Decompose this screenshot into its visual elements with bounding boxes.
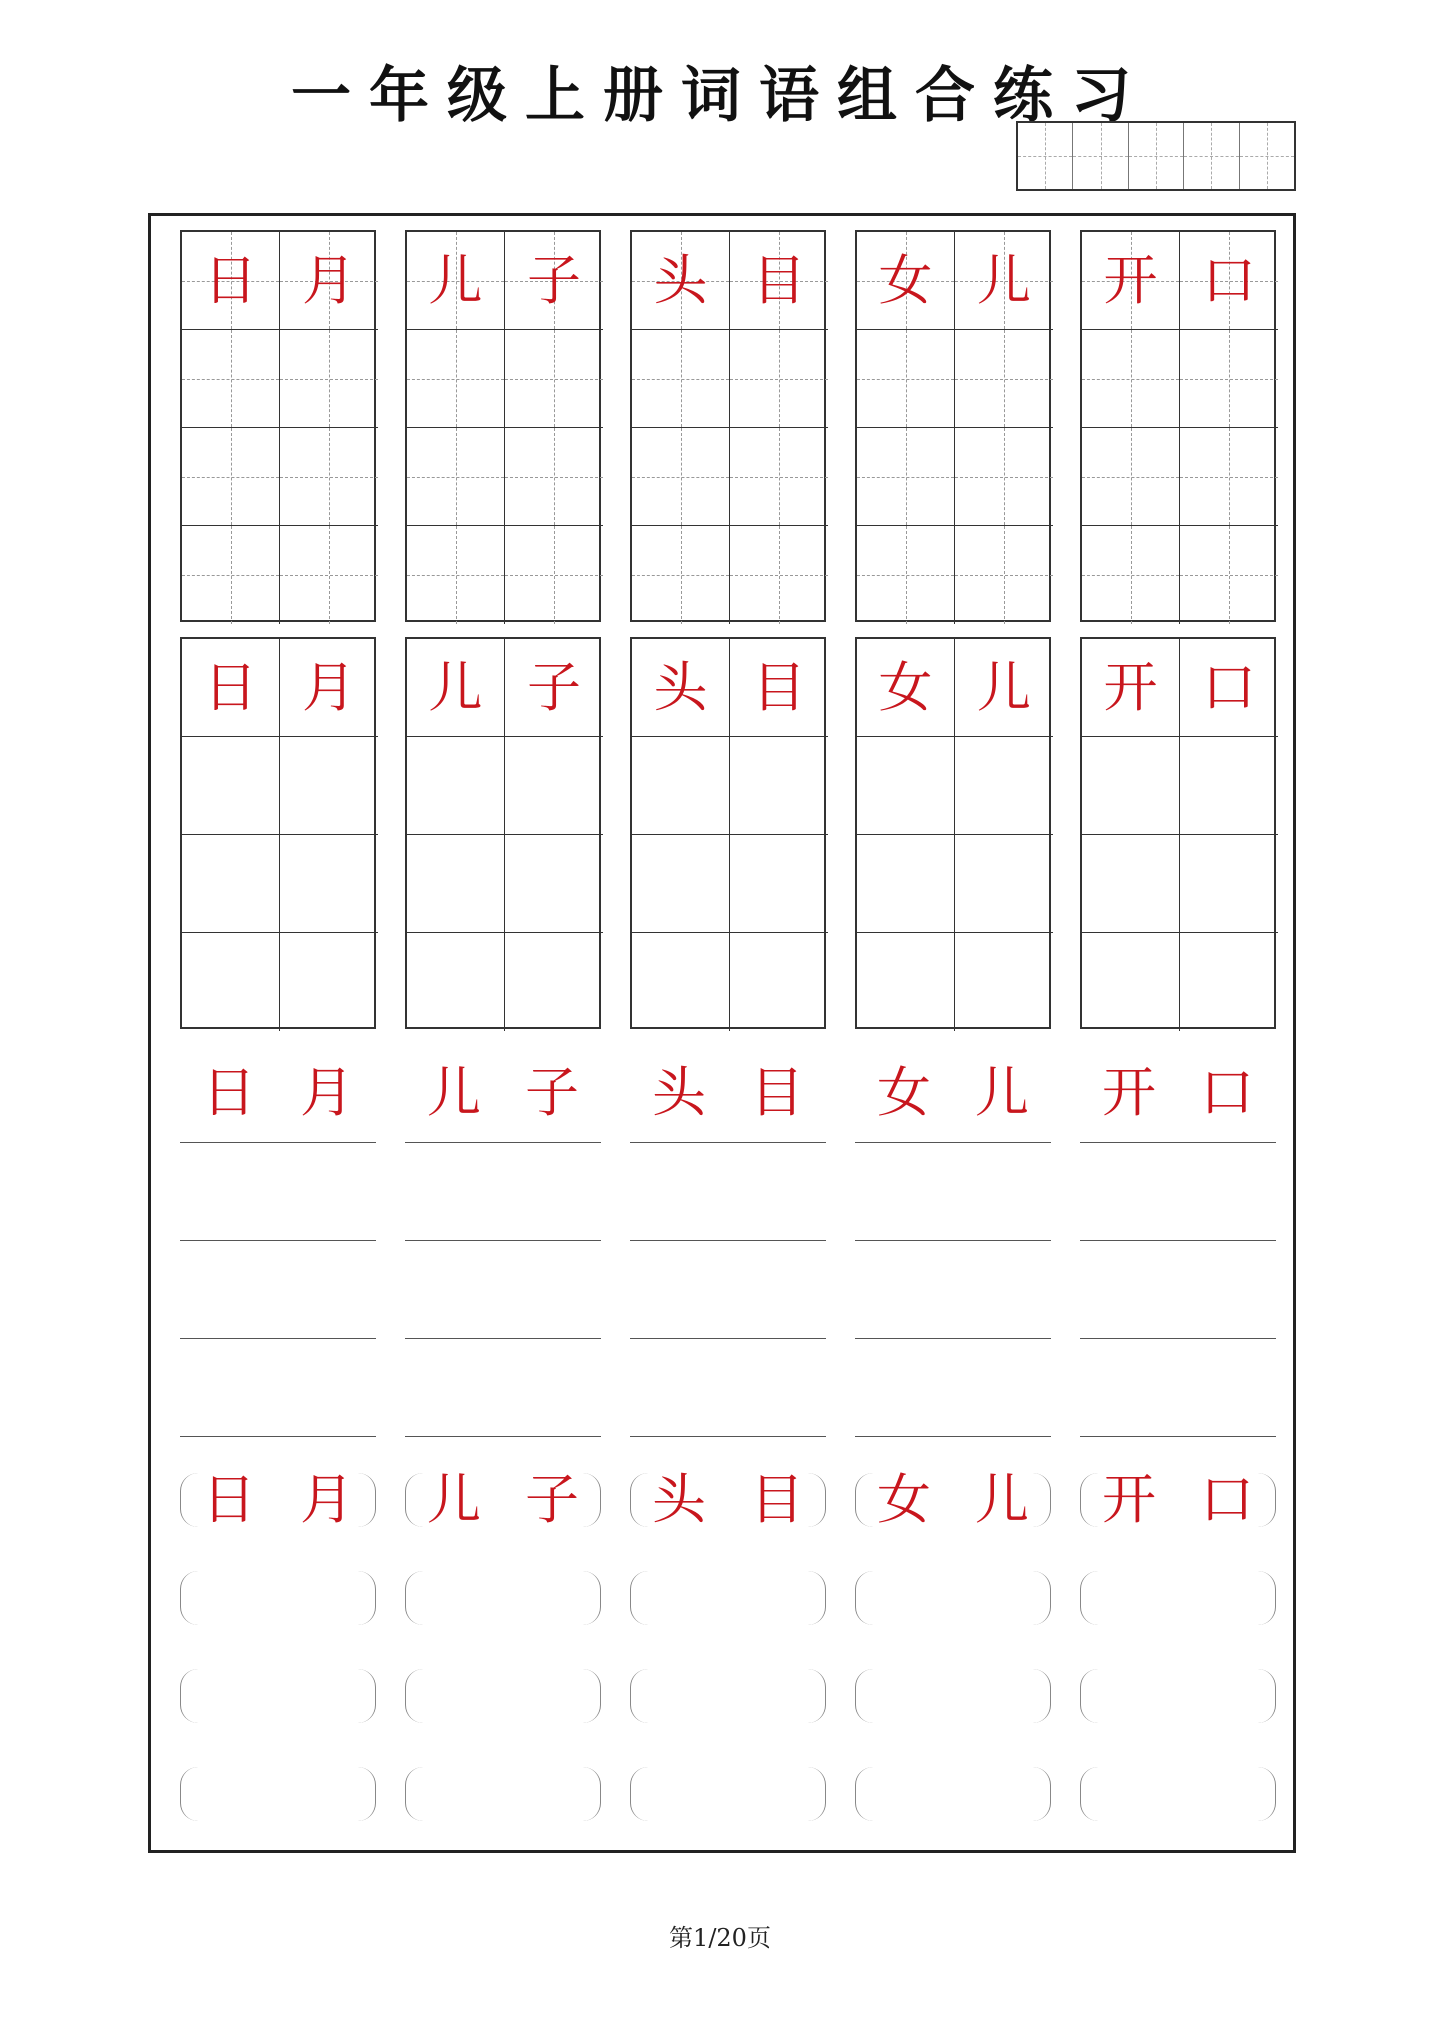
example-parentheses [1080,1451,1276,1549]
example-cell [955,232,1053,330]
example-character: 目 [752,655,806,719]
example-character: 头 [652,1468,706,1531]
example-parentheses [630,1451,826,1549]
example-character: 子 [525,1468,579,1531]
close-parenthesis [583,1669,601,1723]
writing-cell[interactable] [1180,835,1278,933]
example-line [630,1044,826,1143]
writing-parentheses[interactable] [180,1549,376,1647]
example-character: 头 [652,1061,706,1124]
writing-line[interactable] [180,1338,376,1437]
score-box[interactable] [1184,123,1239,189]
close-parenthesis [358,1767,376,1821]
writing-cell[interactable] [1180,428,1278,526]
example-cell [182,639,280,737]
writing-cell[interactable] [857,428,955,526]
example-characters [180,1451,376,1549]
writing-cell[interactable] [632,737,730,835]
open-parenthesis [180,1669,198,1723]
page-number: 第1/20页 [669,1924,771,1952]
tianzige-grid-block [855,230,1051,622]
writing-cell[interactable] [1082,933,1180,1031]
open-parenthesis [1080,1571,1098,1625]
writing-cell[interactable] [955,933,1053,1031]
example-character: 儿 [977,248,1031,312]
writing-cell[interactable] [632,428,730,526]
writing-cell[interactable] [182,428,280,526]
close-parenthesis [1258,1571,1276,1625]
example-characters [855,1451,1051,1549]
open-parenthesis [405,1669,423,1723]
writing-cell[interactable] [730,737,828,835]
example-cell [1082,232,1180,330]
writing-cell[interactable] [280,330,378,428]
writing-line[interactable] [1080,1338,1276,1437]
writing-parentheses[interactable] [1080,1647,1276,1745]
underline-block [180,1044,376,1436]
example-character: 儿 [975,1468,1029,1531]
example-character: 口 [1200,1061,1254,1124]
writing-cell[interactable] [857,330,955,428]
example-character: 子 [527,655,581,719]
close-parenthesis [1258,1767,1276,1821]
score-box[interactable] [1018,123,1073,189]
open-parenthesis [180,1571,198,1625]
open-parenthesis [1080,1669,1098,1723]
writing-cell[interactable] [857,835,955,933]
writing-cell[interactable] [280,428,378,526]
example-cell [407,232,505,330]
example-character: 儿 [977,655,1031,719]
square-grid-block [855,637,1051,1029]
close-parenthesis [1033,1669,1051,1723]
writing-cell[interactable] [955,330,1053,428]
writing-cell[interactable] [182,737,280,835]
close-parenthesis [1033,1571,1051,1625]
writing-parentheses[interactable] [630,1647,826,1745]
writing-cell[interactable] [1180,330,1278,428]
example-character: 月 [302,655,356,719]
example-parentheses [405,1451,601,1549]
writing-cell[interactable] [182,526,280,624]
writing-cell[interactable] [632,526,730,624]
example-character: 开 [1103,248,1158,312]
example-character: 日 [203,655,258,719]
close-parenthesis [1033,1767,1051,1821]
example-cell [1180,639,1278,737]
writing-cell[interactable] [280,737,378,835]
writing-cell[interactable] [857,526,955,624]
open-parenthesis [630,1669,648,1723]
score-box[interactable] [1240,123,1294,189]
writing-cell[interactable] [1180,737,1278,835]
writing-parentheses[interactable] [855,1549,1051,1647]
writing-line[interactable] [180,1142,376,1241]
underline-block [405,1044,601,1436]
writing-cell[interactable] [857,737,955,835]
example-cell [505,639,603,737]
writing-cell[interactable] [407,526,505,624]
writing-cell[interactable] [505,737,603,835]
writing-parentheses[interactable] [855,1745,1051,1843]
writing-cell[interactable] [182,330,280,428]
open-parenthesis [630,1767,648,1821]
example-character: 儿 [428,655,483,719]
example-character: 月 [300,1061,354,1124]
example-character: 女 [878,248,933,312]
writing-cell[interactable] [1082,330,1180,428]
writing-cell[interactable] [730,933,828,1031]
example-line [855,1044,1051,1143]
example-character: 月 [302,248,356,312]
writing-line[interactable] [405,1338,601,1437]
example-cell [280,639,378,737]
tianzige-grid-block [180,230,376,622]
close-parenthesis [1258,1669,1276,1723]
open-parenthesis [630,1571,648,1625]
writing-cell[interactable] [407,835,505,933]
writing-parentheses[interactable] [405,1745,601,1843]
open-parenthesis [180,1767,198,1821]
open-parenthesis [855,1571,873,1625]
example-character: 日 [203,248,258,312]
writing-cell[interactable] [730,526,828,624]
writing-parentheses[interactable] [630,1745,826,1843]
example-cell [632,232,730,330]
example-character: 女 [877,1061,931,1124]
writing-cell[interactable] [407,428,505,526]
close-parenthesis [358,1571,376,1625]
example-cell [182,232,280,330]
example-characters [405,1451,601,1549]
score-boxes [1016,121,1296,191]
writing-parentheses[interactable] [180,1745,376,1843]
example-character: 日 [202,1468,256,1531]
example-character: 头 [653,655,708,719]
writing-parentheses[interactable] [405,1647,601,1745]
writing-cell[interactable] [955,428,1053,526]
example-character: 目 [752,248,806,312]
tianzige-grid-block [1080,230,1276,622]
writing-cell[interactable] [730,835,828,933]
example-character: 开 [1102,1061,1156,1124]
writing-line[interactable] [855,1142,1051,1241]
close-parenthesis [358,1669,376,1723]
underline-block [1080,1044,1276,1436]
example-cell [857,232,955,330]
writing-cell[interactable] [505,428,603,526]
writing-cell[interactable] [182,933,280,1031]
writing-cell[interactable] [1180,933,1278,1031]
page-title: 一年级上册词语组合练习 [291,61,1149,131]
open-parenthesis [1080,1767,1098,1821]
example-character: 子 [527,248,581,312]
example-cell [505,232,603,330]
close-parenthesis [808,1767,826,1821]
writing-cell[interactable] [1180,526,1278,624]
example-character: 口 [1202,248,1256,312]
writing-cell[interactable] [955,526,1053,624]
example-character: 儿 [427,1468,481,1531]
example-cell [730,232,828,330]
example-characters [630,1451,826,1549]
writing-cell[interactable] [730,428,828,526]
example-character: 口 [1202,655,1256,719]
writing-line[interactable] [630,1142,826,1241]
close-parenthesis [583,1571,601,1625]
writing-line[interactable] [405,1240,601,1339]
writing-cell[interactable] [407,933,505,1031]
writing-line[interactable] [630,1338,826,1437]
writing-parentheses[interactable] [855,1647,1051,1745]
example-characters [1080,1451,1276,1549]
writing-cell[interactable] [857,933,955,1031]
example-character: 口 [1200,1468,1254,1531]
writing-parentheses[interactable] [180,1647,376,1745]
example-character: 目 [750,1468,804,1531]
writing-cell[interactable] [407,330,505,428]
example-character: 目 [750,1061,804,1124]
writing-line[interactable] [630,1240,826,1339]
example-character: 女 [877,1468,931,1531]
underline-block [630,1044,826,1436]
writing-cell[interactable] [505,933,603,1031]
close-parenthesis [808,1669,826,1723]
writing-cell[interactable] [1082,737,1180,835]
square-grid-block [630,637,826,1029]
score-box[interactable] [1129,123,1184,189]
close-parenthesis [583,1767,601,1821]
writing-line[interactable] [1080,1240,1276,1339]
example-character: 日 [202,1061,256,1124]
writing-cell[interactable] [632,330,730,428]
writing-parentheses[interactable] [405,1549,601,1647]
example-character: 开 [1103,655,1158,719]
writing-cell[interactable] [280,933,378,1031]
example-parentheses [180,1451,376,1549]
example-character: 开 [1102,1468,1156,1531]
example-cell [632,639,730,737]
example-character: 子 [525,1061,579,1124]
example-cell [955,639,1053,737]
example-cell [1180,232,1278,330]
example-parentheses [855,1451,1051,1549]
writing-parentheses[interactable] [1080,1549,1276,1647]
writing-line[interactable] [855,1240,1051,1339]
writing-cell[interactable] [280,526,378,624]
open-parenthesis [405,1571,423,1625]
writing-cell[interactable] [1082,835,1180,933]
underline-block [855,1044,1051,1436]
writing-cell[interactable] [280,835,378,933]
writing-cell[interactable] [955,737,1053,835]
writing-cell[interactable] [505,330,603,428]
writing-line[interactable] [405,1142,601,1241]
square-grid-block [180,637,376,1029]
writing-cell[interactable] [730,330,828,428]
example-cell [280,232,378,330]
example-character: 儿 [427,1061,481,1124]
writing-cell[interactable] [632,835,730,933]
tianzige-grid-block [630,230,826,622]
example-cell [730,639,828,737]
open-parenthesis [855,1669,873,1723]
writing-parentheses[interactable] [1080,1745,1276,1843]
example-character: 头 [653,248,708,312]
open-parenthesis [855,1767,873,1821]
example-cell [407,639,505,737]
writing-cell[interactable] [182,835,280,933]
writing-cell[interactable] [505,526,603,624]
writing-line[interactable] [1080,1142,1276,1241]
writing-cell[interactable] [505,835,603,933]
writing-line[interactable] [855,1338,1051,1437]
example-line [405,1044,601,1143]
writing-cell[interactable] [1082,428,1180,526]
writing-cell[interactable] [1082,526,1180,624]
example-character: 儿 [428,248,483,312]
writing-cell[interactable] [407,737,505,835]
open-parenthesis [405,1767,423,1821]
writing-line[interactable] [180,1240,376,1339]
square-grid-block [1080,637,1276,1029]
example-line [180,1044,376,1143]
tianzige-grid-block [405,230,601,622]
example-cell [1082,639,1180,737]
score-box[interactable] [1073,123,1128,189]
writing-cell[interactable] [955,835,1053,933]
example-character: 女 [878,655,933,719]
close-parenthesis [808,1571,826,1625]
example-character: 月 [300,1468,354,1531]
example-line [1080,1044,1276,1143]
writing-parentheses[interactable] [630,1549,826,1647]
square-grid-block [405,637,601,1029]
example-cell [857,639,955,737]
example-character: 儿 [975,1061,1029,1124]
writing-cell[interactable] [632,933,730,1031]
